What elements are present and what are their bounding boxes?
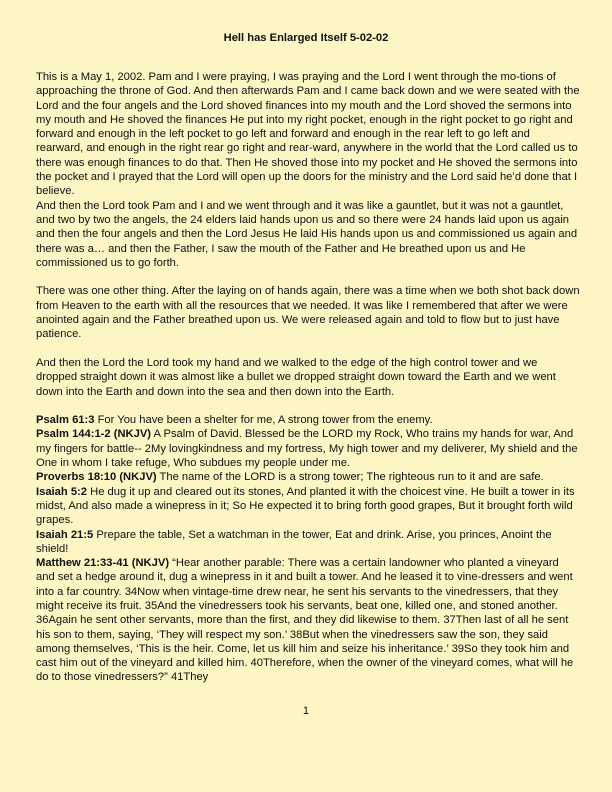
- paragraph-3: There was one other thing. After the laying on of hands again, there was a time when we both shot back down from Heaven to the earth with all the resources that we needed. It was like I remembered that after we were anointed again and the Father breathed upon us. We were released again and told to flow but to just have patience.: [36, 285, 580, 341]
- scripture-text: The name of the LORD is a strong tower; The righteous run to it and are safe.: [156, 471, 544, 484]
- scripture-matthew-21: [36, 556, 580, 685]
- scripture-text: He dug it up and cleared out its stones, And planted it with the choicest vine. He built a tower in its midst, And also made a winepress in it; So He expected it to bring forth good grapes, But it brought forth wild grapes.: [36, 485, 575, 527]
- document-body: [36, 70, 580, 685]
- scripture-isaiah-5: [36, 485, 580, 528]
- scripture-reference: Isaiah 5:2: [36, 485, 87, 498]
- page-number: 1: [302, 705, 310, 717]
- scripture-isaiah-21: [36, 528, 580, 557]
- paragraph-gap: [36, 270, 580, 284]
- paragraph-gap: [36, 342, 580, 356]
- scripture-psalm-61: [36, 413, 580, 427]
- scripture-text: For You have been a shelter for me, A strong tower from the enemy.: [94, 414, 433, 427]
- scripture-text: Prepare the table, Set a watchman in the tower, Eat and drink. Arise, you princes, Anoint the shield!: [36, 528, 552, 555]
- scripture-proverbs-18: [36, 470, 580, 484]
- scripture-psalm-144: [36, 427, 580, 470]
- document-title: Hell has Enlarged Itself 5-02-02: [223, 32, 389, 44]
- scripture-reference: Matthew 21:33-41 (NKJV): [36, 557, 170, 570]
- paragraph-1: This is a May 1, 2002. Pam and I were praying, I was praying and the Lord I went through the mo-tions of approaching the throne of God. And then afterwards Pam and I came back down and we were seated with the Lord and the four angels and the Lord shoved finances into my mouth and the Lord shoved the sermons into my mouth and He shoved the finances He put into my right pocket, enough in the right pocket to go right and forward and enough in the left pocket to go left and forward and enough in the rear left to go left and rearward, and enough in the right rear go right and rear-ward, anywhere in the world that the Lord called us to there was enough finances to do that. Then He shoved those into my pocket and He shoved the sermons into the pocket and I prayed that the Lord will open up the doors for the ministry and the Lord said he’d done that I believe.: [36, 71, 580, 198]
- scripture-reference: Psalm 144:1-2 (NKJV): [36, 428, 152, 441]
- paragraph-2: And then the Lord took Pam and I and we went through and it was like a gauntlet, but it was not a gauntlet, and two by two the angels, the 24 elders laid hands upon us and so there were 24 hands laid upon us again and then the four angels and then the Lord Jesus He laid His hands upon us and commissioned us again and there was a… and then the Father, I saw the mouth of the Father and He breathed upon us and He commissioned us to go forth.: [36, 199, 578, 269]
- scripture-text: A Psalm of David. Blessed be the LORD my Rock, Who trains my hands for war, And my fingers for battle-- 2My lovingkindness and my fortress, My high tower and my deliverer, My shield and the One in whom I take refuge, Who subdues my people under me.: [36, 428, 578, 470]
- paragraph-4: And then the Lord the Lord took my hand and we walked to the edge of the high control tower and we dropped straight down it was almost like a bullet we dropped straight down toward the Earth and we went down into the Earth and down into the sea and then down into the Earth.: [36, 356, 556, 398]
- scripture-reference: Psalm 61:3: [36, 414, 95, 427]
- scripture-text: “Hear another parable: There was a certain landowner who planted a vineyard and set a hedge around it, dug a winepress in it and built a tower. And he leased it to vine-dressers and went into a far country. 34Now when vintage-time drew near, he sent his servants to the vinedressers, that they might receive its fruit. 35And the vinedressers took his servants, beat one, killed one, and stoned another. 36Again he sent other servants, more than the first, and they did likewise to them. 37Then last of all he sent his son to them, saying, ‘They will respect my son.’ 38But when the vinedressers saw the son, they said among themselves, ‘This is the heir. Come, let us kill him and seize his inheritance.’ 39So they took him and cast him out of the vineyard and killed him. 40Therefore, when the owner of the vineyard comes, what will he do to those vinedressers?” 41They: [36, 557, 574, 684]
- paragraph-gap: [36, 399, 580, 413]
- scripture-reference: Isaiah 21:5: [36, 528, 94, 541]
- scripture-reference: Proverbs 18:10 (NKJV): [36, 471, 157, 484]
